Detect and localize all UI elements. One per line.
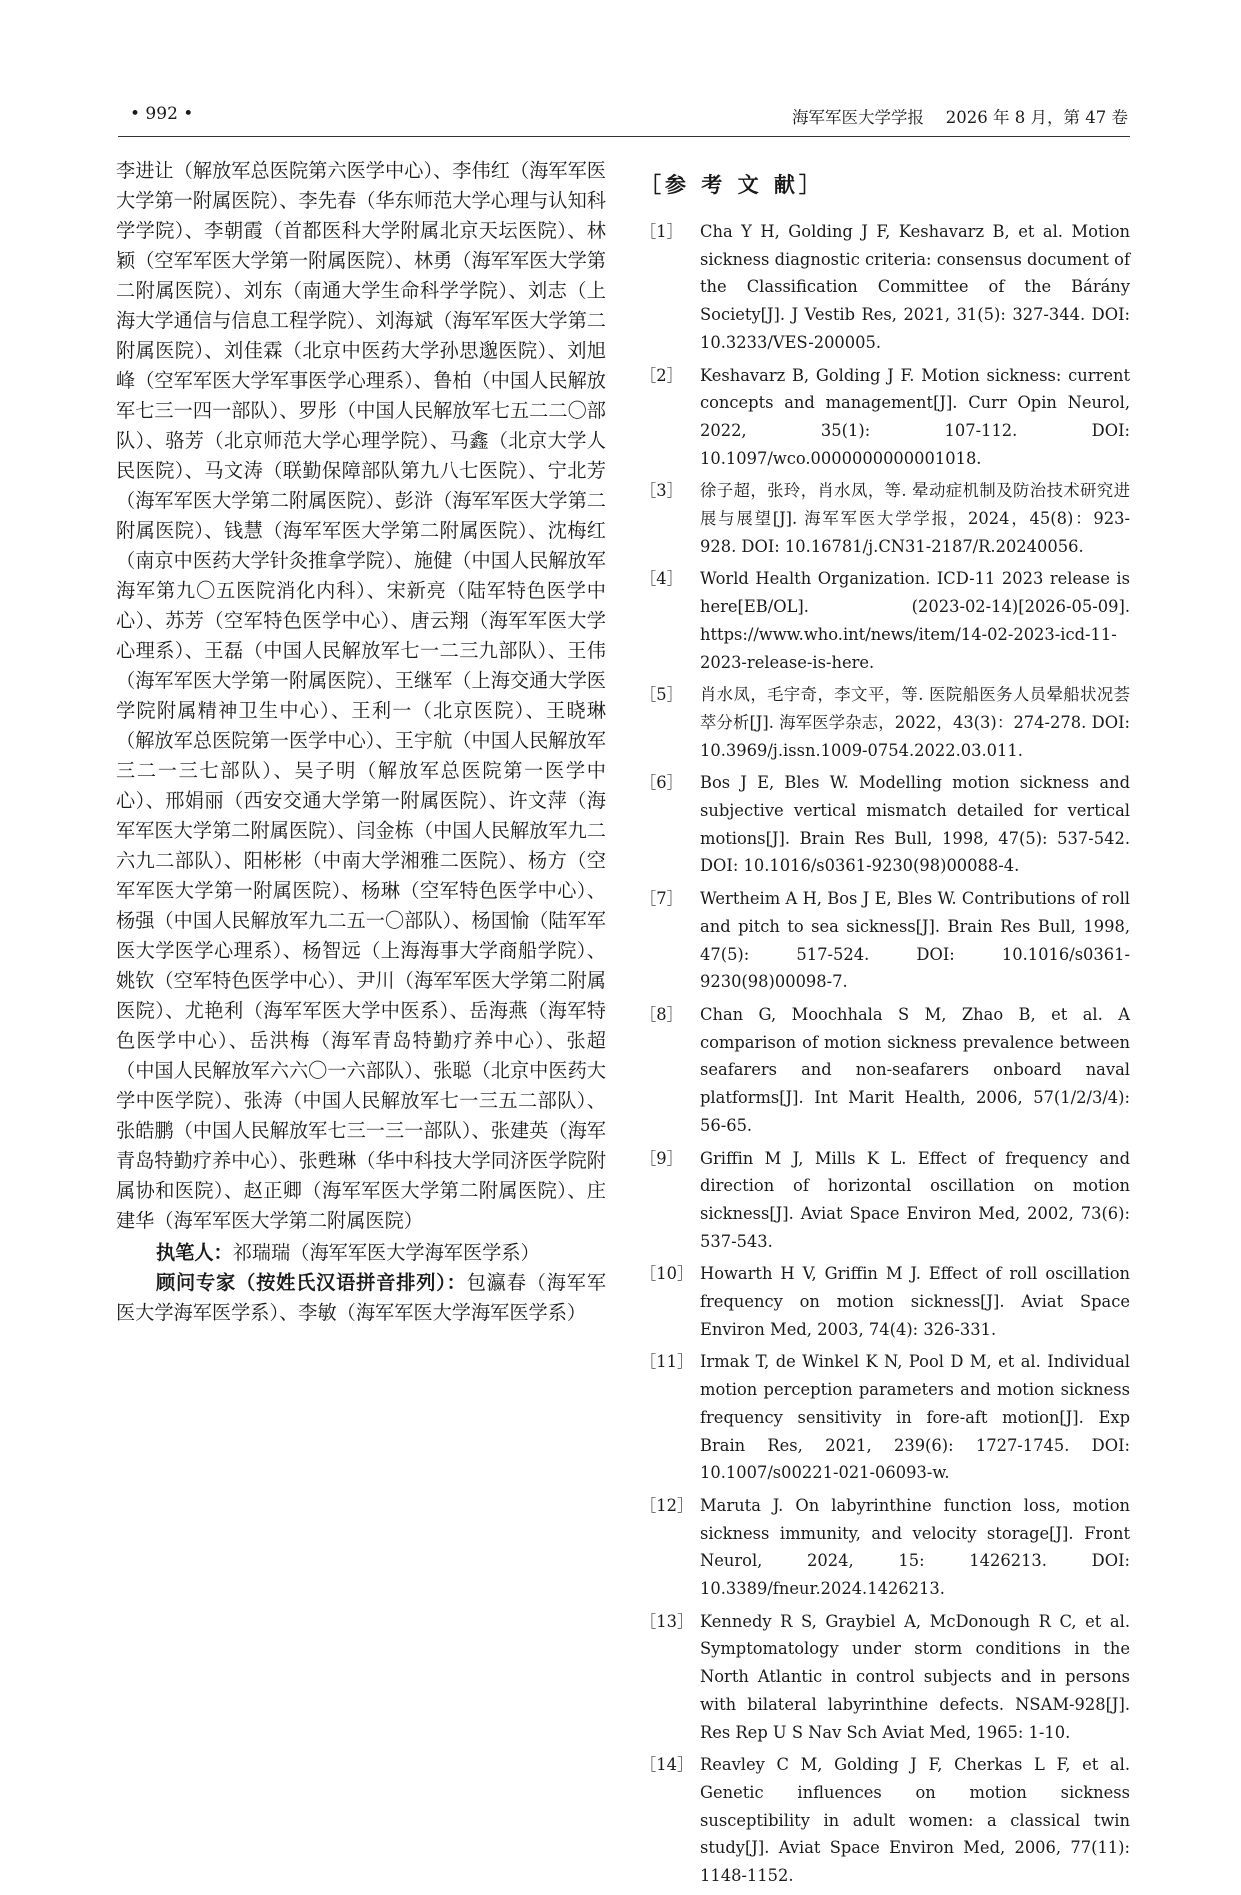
- header-rule: [118, 136, 1130, 137]
- advisors-label: 顾问专家（按姓氏汉语拼音排列）：: [156, 1271, 467, 1294]
- reference-number: ［3］: [640, 481, 683, 501]
- reference-number: ［2］: [640, 365, 683, 385]
- reference-text: Maruta J. On labyrinthine function loss, motion sickness immunity, and velocity storage[J]. Front Neurol, 2024, 15: 1426213. DOI: 10.3389/fneur.2024.1426213.: [700, 1495, 1130, 1599]
- reference-text: Wertheim A H, Bos J E, Bles W. Contributions of roll and pitch to sea sickness[J]. Brain Res Bull, 1998, 47(5): 517-524. DOI: 10.1016/s0361-9230(98)00098-7.: [700, 889, 1130, 992]
- reference-item: [640, 218, 1130, 357]
- reference-number: ［5］: [640, 685, 683, 705]
- reference-item: [640, 477, 1130, 560]
- writer-text: 祁瑞瑞（海军军医大学海军医学系）: [232, 1241, 540, 1264]
- page-number: • 992 •: [130, 104, 194, 124]
- reference-item: [640, 1001, 1130, 1140]
- reference-number: ［12］: [640, 1495, 694, 1515]
- reference-number: ［6］: [640, 773, 683, 793]
- reference-number: ［11］: [640, 1352, 694, 1372]
- reference-item: [640, 681, 1130, 764]
- reference-item: [640, 362, 1130, 473]
- contributor-list: 李进让（解放军总医院第六医学中心）、李伟红（海军军医大学第一附属医院）、李先春（华东师范大学心理与认知科学学院）、李朝霞（首都医科大学附属北京天坛医院）、林颖（空军军医大学第一附属医院）、林勇（海军军医大学第二附属医院）、刘东（南通大学生命科学学院）、刘志（上海大学通信与信息工程学院）、刘海斌（海军军医大学第二附属医院）、刘佳霖（北京中医药大学孙思邈医院）、刘旭峰（空军军医大学军事医学心理系）、鲁柏（中国人民解放军七三一四一部队）、罗彤（中国人民解放军七五二二〇部队）、骆芳（北京师范大学心理学院）、马鑫（北京大学人民医院）、马文涛（联勤保障部队第九八七医院）、宁北芳（海军军医大学第二附属医院）、彭浒（海军军医大学第二附属医院）、钱慧（海军军医大学第二附属医院）、沈梅红（南京中医药大学针灸推拿学院）、施健（中国人民解放军海军第九〇五医院消化内科）、宋新亮（陆军特色医学中心）、苏芳（空军特色医学中心）、唐云翔（海军军医大学心理系）、王磊（中国人民解放军七一二三九部队）、王伟（海军军医大学第一附属医院）、王继军（上海交通大学医学院附属精神卫生中心）、王利一（北京医院）、王晓琳（解放军总医院第一医学中心）、王宇航（中国人民解放军三二一三七部队）、吴子明（解放军总医院第一医学中心）、邢娟丽（西安交通大学第一附属医院）、许文萍（海军军医大学第二附属医院）、闫金栋（中国人民解放军九二六九二部队）、阳彬彬（中南大学湘雅二医院）、杨方（空军军医大学第一附属医院）、杨琳（空军特色医学中心）、杨强（中国人民解放军九二五一〇部队）、杨国愉（陆军军医大学医学心理系）、杨智远（上海海事大学商船学院）、姚钦（空军特色医学中心）、尹川（海军军医大学第二附属医院）、尤艳利（海军军医大学中医系）、岳海燕（海军特色医学中心）、岳洪梅（海军青岛特勤疗养中心）、张超（中国人民解放军六六〇一六部队）、张聪（北京中医药大学中医学院）、张涛（中国人民解放军七一三五二部队）、张皓鹏（中国人民解放军七三一三一部队）、张建英（海军青岛特勤疗养中心）、张甦琳（华中科技大学同济医学院附属协和医院）、赵正卿（海军军医大学第二附属医院）、庄建华（海军军医大学第二附属医院）: [116, 159, 606, 1232]
- reference-item: [640, 1260, 1130, 1343]
- reference-text: Cha Y H, Golding J F, Keshavarz B, et al. Motion sickness diagnostic criteria: consensus document of the Classification Committee of the Bárány Society[J]. J Vestib Res, 2021, 31(5): 327-344. DOI: 10.3233/VES-200005.: [700, 222, 1130, 352]
- reference-text: World Health Organization. ICD-11 2023 release is here[EB/OL]. (2023-02-14)[2026-05-09]. https://www.who.int/news/item/14-02-2023-icd-11-2023-release-is-here.: [700, 569, 1130, 672]
- writer-line: [116, 1238, 606, 1268]
- reference-number: ［4］: [640, 569, 683, 589]
- reference-item: [640, 1608, 1130, 1747]
- reference-text: Kennedy R S, Graybiel A, McDonough R C, et al. Symptomatology under storm conditions in the North Atlantic in control subjects and in persons with bilateral labyrinthine defects. NSAM-928[J]. Res Rep U S Nav Sch Aviat Med, 1965: 1-10.: [700, 1611, 1130, 1742]
- reference-list: [640, 218, 1130, 1890]
- reference-text: Reavley C M, Golding J F, Cherkas L F, et al. Genetic influences on motion sickness susceptibility in adult women: a classical twin study[J]. Aviat Space Environ Med, 2006, 77(11): 1148-1152.: [700, 1755, 1130, 1886]
- reference-item: [640, 565, 1130, 676]
- reference-text: Irmak T, de Winkel K N, Pool D M, et al. Individual motion perception parameters and motion sickness frequency sensitivity in fore-aft motion[J]. Exp Brain Res, 2021, 239(6): 1727-1745. DOI: 10.1007/s00221-021-06093-w.: [700, 1352, 1130, 1483]
- reference-number: ［14］: [640, 1755, 694, 1775]
- reference-item: [640, 769, 1130, 880]
- reference-item: [640, 1348, 1130, 1487]
- reference-number: ［13］: [640, 1611, 694, 1631]
- references-title: ［参 考 文 献］: [640, 172, 824, 197]
- reference-item: [640, 1492, 1130, 1603]
- advisors-text: 包瀛春（海军军医大学海军医学系）、李敏（海军军医大学海军医学系）: [116, 1271, 607, 1324]
- reference-number: ［8］: [640, 1004, 683, 1024]
- journal-info: 海军军医大学学报 2026 年 8 月，第 47 卷: [792, 108, 1128, 127]
- left-column: [116, 156, 606, 1328]
- reference-item: [640, 1145, 1130, 1256]
- reference-item: [640, 1751, 1130, 1890]
- reference-number: ［9］: [640, 1148, 683, 1168]
- reference-text: Keshavarz B, Golding J F. Motion sickness: current concepts and management[J]. Curr Opin Neurol, 2022, 35(1): 107-112. DOI: 10.1097/wco.0000000000001018.: [700, 365, 1130, 468]
- reference-text: 徐子超，张玲，肖水凤，等. 晕动症机制及防治技术研究进展与展望[J]. 海军军医大学学报，2024，45(8)：923-928. DOI: 10.16781/j.CN31-2187/R.20240056.: [700, 481, 1130, 556]
- right-column: [640, 170, 1130, 1895]
- reference-text: 肖水凤，毛宇奇，李文平，等. 医院船医务人员晕船状况荟萃分析[J]. 海军医学杂志，2022，43(3)：274-278. DOI: 10.3969/j.issn.1009-0754.2022.03.011.: [700, 685, 1130, 760]
- writer-label: 执笔人：: [156, 1241, 233, 1264]
- reference-number: ［10］: [640, 1264, 694, 1284]
- reference-text: Chan G, Moochhala S M, Zhao B, et al. A comparison of motion sickness prevalence between seafarers and non-seafarers onboard naval platforms[J]. Int Marit Health, 2006, 57(1/2/3/4): 56-65.: [700, 1004, 1130, 1135]
- advisors-line: [116, 1268, 606, 1328]
- reference-text: Howarth H V, Griffin M J. Effect of roll oscillation frequency on motion sickness[J]. Aviat Space Environ Med, 2003, 74(4): 326-331.: [700, 1264, 1130, 1339]
- reference-number: ［7］: [640, 889, 683, 909]
- reference-item: [640, 885, 1130, 996]
- reference-text: Bos J E, Bles W. Modelling motion sickness and subjective vertical mismatch detailed for vertical motions[J]. Brain Res Bull, 1998, 47(5): 537-542. DOI: 10.1016/s0361-9230(98)00088-4.: [700, 773, 1130, 876]
- reference-text: Griffin M J, Mills K L. Effect of frequency and direction of horizontal oscillation on motion sickness[J]. Aviat Space Environ Med, 2002, 73(6): 537-543.: [700, 1148, 1130, 1251]
- reference-number: ［1］: [640, 222, 683, 241]
- page-header: [118, 102, 1130, 134]
